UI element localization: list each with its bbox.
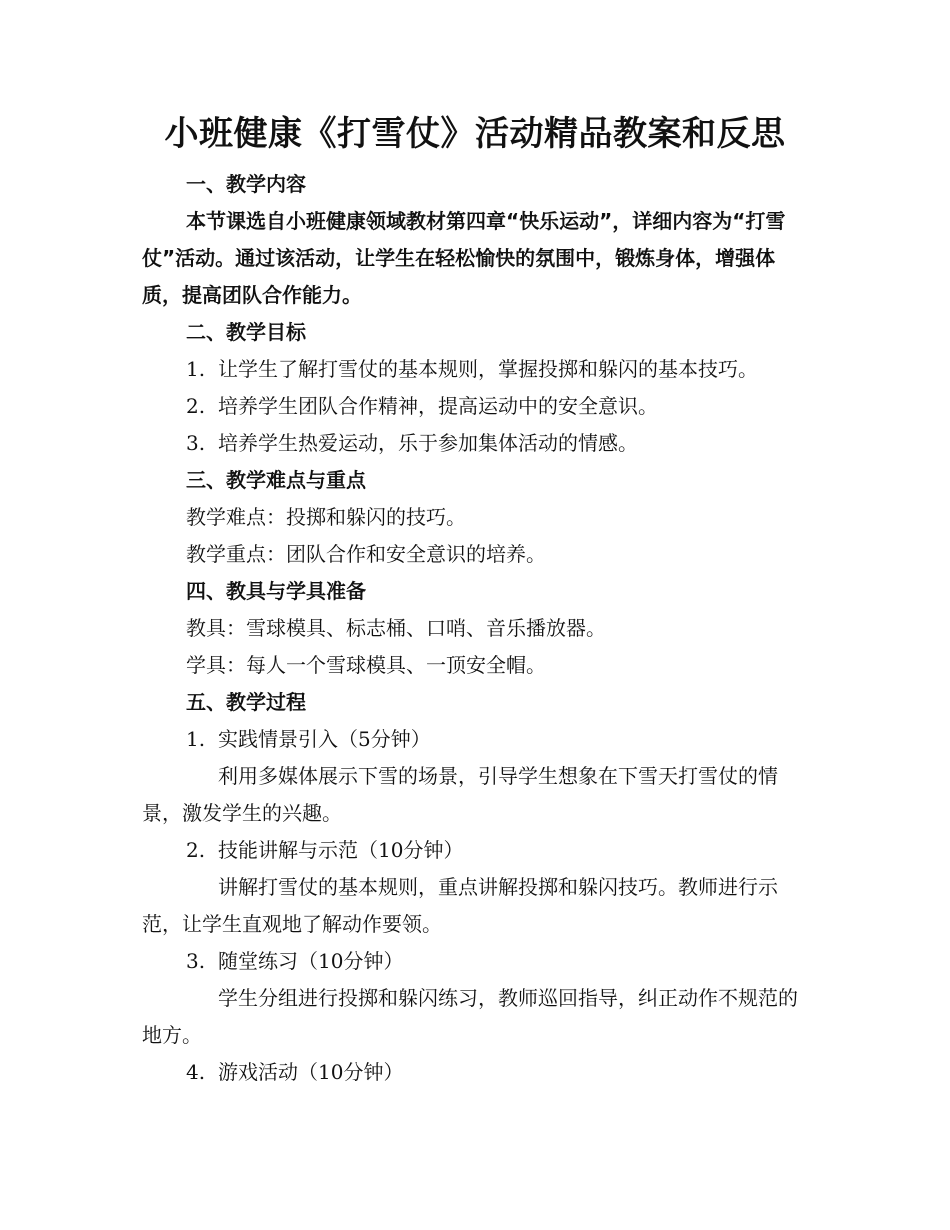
process-step-description: 讲解打雪仗的基本规则，重点讲解投掷和躲闪技巧。教师进行示范，让学生直观地了解动作要领。 — [142, 875, 778, 936]
objective-item — [142, 425, 810, 462]
section-heading-materials: 四、教具与学具准备 — [186, 579, 366, 603]
process-step-title — [142, 943, 810, 980]
process-step-title — [142, 1054, 810, 1091]
document-body — [142, 166, 810, 1091]
document-title: 小班健康《打雪仗》活动精品教案和反思 — [164, 114, 786, 154]
student-tools-line: 学具：每人一个雪球模具、一顶安全帽。 — [186, 653, 546, 677]
section-heading-content: 一、教学内容 — [186, 172, 306, 196]
difficulty-line: 教学难点：投掷和躲闪的技巧。 — [186, 505, 466, 529]
step-number: 2. — [186, 838, 206, 862]
key-point-line: 教学重点：团队合作和安全意识的培养。 — [186, 542, 546, 566]
step-number: 3. — [186, 949, 206, 973]
step-number: 1. — [186, 727, 206, 751]
section-heading-key-points: 三、教学难点与重点 — [186, 468, 366, 492]
content-paragraph: 本节课选自小班健康领域教材第四章“快乐运动”，详细内容为“打雪仗”活动。通过该活动，让学生在轻松愉快的氛围中，锻炼身体，增强体质，提高团队合作能力。 — [142, 209, 786, 307]
objective-number: 1. — [186, 357, 206, 381]
objective-number: 3. — [186, 431, 206, 455]
process-step-title — [142, 832, 810, 869]
objective-item — [142, 351, 810, 388]
process-step-description: 学生分组进行投掷和躲闪练习，教师巡回指导，纠正动作不规范的地方。 — [142, 986, 798, 1047]
step-title: 技能讲解与示范（10分钟） — [218, 838, 464, 862]
section-heading-process: 五、教学过程 — [186, 690, 306, 714]
process-step-description: 利用多媒体展示下雪的场景，引导学生想象在下雪天打雪仗的情景，激发学生的兴趣。 — [142, 764, 778, 825]
objective-text: 培养学生团队合作精神，提高运动中的安全意识。 — [218, 394, 658, 418]
step-number: 4. — [186, 1060, 206, 1084]
section-heading-objectives: 二、教学目标 — [186, 320, 306, 344]
step-title: 随堂练习（10分钟） — [218, 949, 404, 973]
step-title: 实践情景引入（5分钟） — [218, 727, 431, 751]
step-title: 游戏活动（10分钟） — [218, 1060, 404, 1084]
objective-number: 2. — [186, 394, 206, 418]
objective-text: 让学生了解打雪仗的基本规则，掌握投掷和躲闪的基本技巧。 — [218, 357, 758, 381]
teacher-tools-line: 教具：雪球模具、标志桶、口哨、音乐播放器。 — [186, 616, 606, 640]
objective-text: 培养学生热爱运动，乐于参加集体活动的情感。 — [218, 431, 638, 455]
objective-item — [142, 388, 810, 425]
process-step-title — [142, 721, 810, 758]
